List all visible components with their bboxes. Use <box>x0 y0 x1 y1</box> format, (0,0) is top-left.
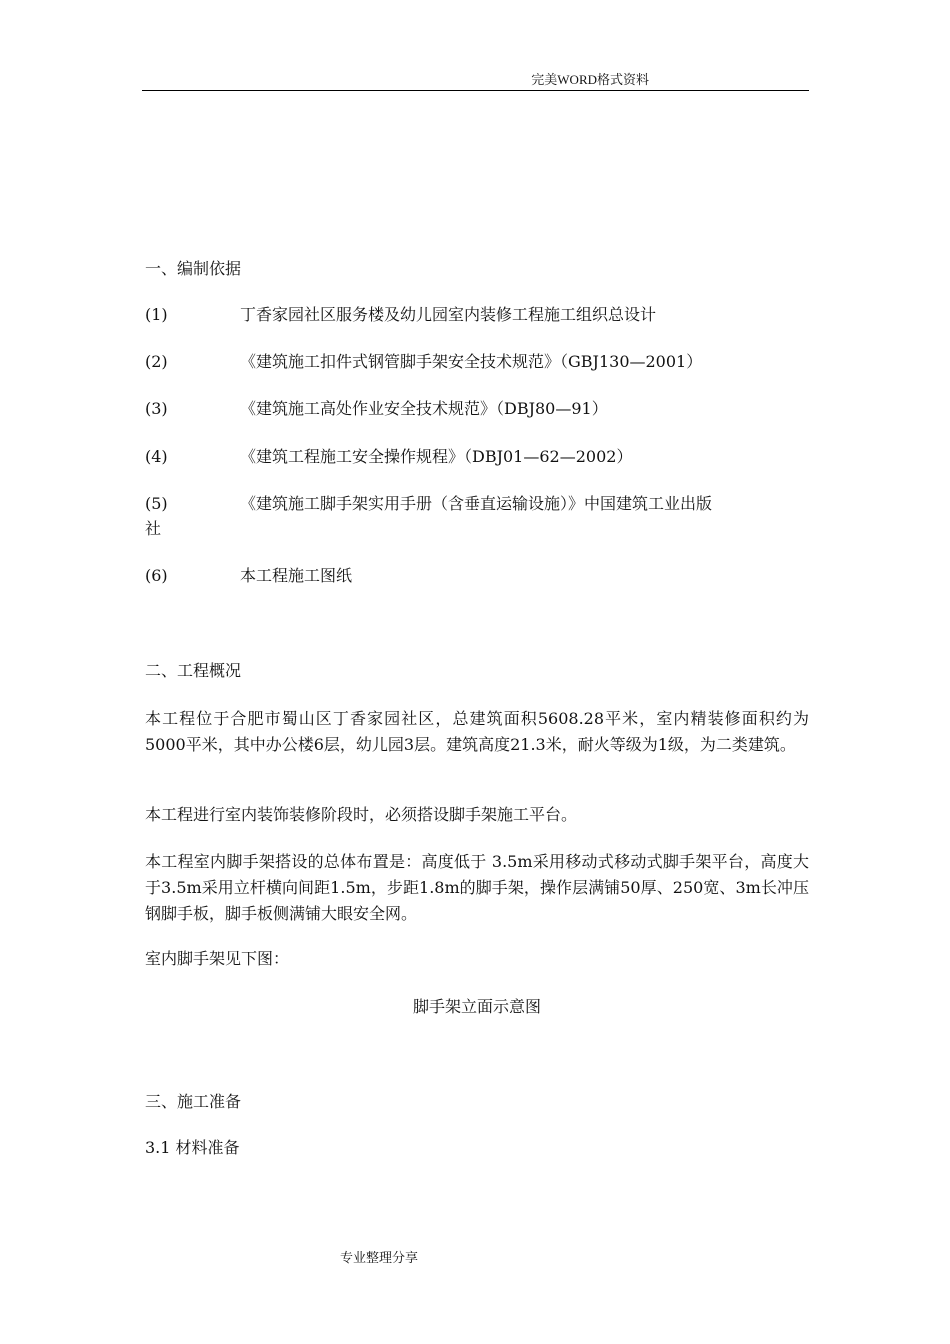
basis-item-text: 《建筑施工扣件式钢管脚手架安全技术规范》（GBJ130—2001） <box>240 352 703 371</box>
basis-item-text: 《建筑工程施工安全操作规程》（DBJ01—62—2002） <box>240 447 633 466</box>
basis-item-number: (2) <box>145 352 168 371</box>
basis-item-number: (4) <box>145 447 168 466</box>
basis-item-number: (6) <box>145 566 168 585</box>
figure-caption: 脚手架立面示意图 <box>412 997 541 1016</box>
overview-paragraph-4: 室内脚手架见下图： <box>145 949 290 968</box>
basis-item-number: (1) <box>145 305 168 324</box>
subsection-3-1-title: 3.1 材料准备 <box>145 1138 240 1157</box>
page-header <box>142 72 809 91</box>
basis-item-text: 本工程施工图纸 <box>240 566 353 585</box>
header-text: 完美WORD格式资料 <box>531 72 649 87</box>
overview-paragraph-3: 本工程室内脚手架搭设的总体布置是：高度低于 3.5m采用移动式移动式脚手架平台，高度大于3.5m采用立杆横向间距1.5m，步距1.8m的脚手架，操作层满铺50厚、250宽、3m长冲压钢脚手板，脚手板侧满铺大眼安全网。 <box>145 852 809 923</box>
overview-paragraph-2: 本工程进行室内装饰装修阶段时，必须搭设脚手架施工平台。 <box>145 805 578 824</box>
page-footer: 专业整理分享 <box>340 1251 419 1266</box>
section-1-title: 一、编制依据 <box>145 259 242 278</box>
basis-item-number: (5) <box>145 494 168 513</box>
basis-item-5-continuation: 社 <box>145 519 162 538</box>
basis-item-text: 丁香家园社区服务楼及幼儿园室内装修工程施工组织总设计 <box>240 305 657 324</box>
section-3-title: 三、施工准备 <box>145 1092 242 1111</box>
basis-item-text: 《建筑施工高处作业安全技术规范》（DBJ80—91） <box>240 399 608 418</box>
basis-item-text: 《建筑施工脚手架实用手册（含垂直运输设施）》中国建筑工业出版 <box>240 494 713 513</box>
basis-item-number: (3) <box>145 399 168 418</box>
section-2-title: 二、工程概况 <box>145 661 242 680</box>
overview-paragraph-1: 本工程位于合肥市蜀山区丁香家园社区，总建筑面积5608.28平米，室内精装修面积约为5000平米，其中办公楼6层，幼儿园3层。建筑高度21.3米，耐火等级为1级，为二类建筑。 <box>145 709 809 754</box>
